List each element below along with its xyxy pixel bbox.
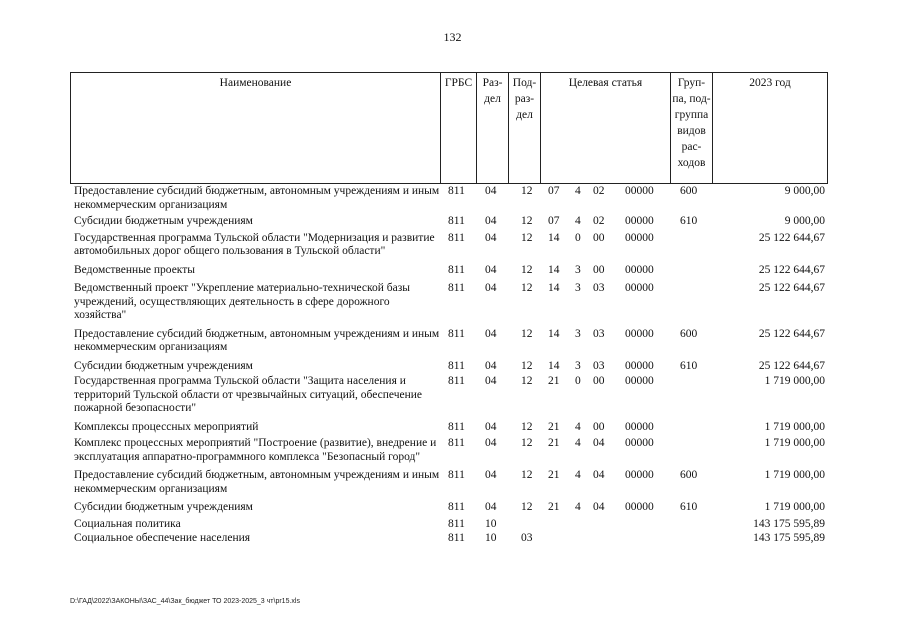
row-grbs: 811 <box>448 185 465 197</box>
header-podrazdel-line: Под- <box>512 77 537 89</box>
row-grbs: 811 <box>448 532 465 544</box>
row-razdel: 04 <box>485 437 497 449</box>
row-amount: 1 719 000,00 <box>764 420 825 433</box>
row-target-event: 03 <box>593 359 605 372</box>
row-podrazdel: 12 <box>521 215 533 227</box>
row-podrazdel: 12 <box>521 185 533 197</box>
row-razdel: 04 <box>485 501 497 513</box>
row-expense-type: 610 <box>680 501 698 513</box>
page-number: 132 <box>443 30 462 44</box>
row-name: Субсидии бюджетным учреждениям <box>74 501 253 513</box>
row-target-program: 07 <box>548 215 560 227</box>
row-target-direction: 00000 <box>625 231 654 244</box>
table-row <box>70 264 830 278</box>
row-razdel: 04 <box>485 469 497 481</box>
row-podrazdel: 12 <box>521 359 533 372</box>
row-target-event: 02 <box>593 185 605 197</box>
row-target-event: 04 <box>593 501 605 513</box>
header-podrazdel <box>509 73 541 183</box>
row-target-subprogram: 4 <box>575 437 581 449</box>
row-name: Государственная программа Тульской области "Модернизация и развитие автомобильных дорог общего пользования в Тульской области" <box>74 231 435 257</box>
row-razdel: 04 <box>485 375 497 387</box>
row-amount: 25 122 644,67 <box>758 231 825 244</box>
header-vid-line: Груп- <box>677 77 706 89</box>
row-target-direction: 00000 <box>625 359 654 372</box>
table-row <box>70 375 830 416</box>
row-target-direction: 00000 <box>625 282 654 294</box>
row-amount: 143 175 595,89 <box>753 517 825 530</box>
row-target-subprogram: 3 <box>575 263 581 276</box>
row-target-event: 03 <box>593 327 605 340</box>
row-target-event: 04 <box>593 469 605 481</box>
row-podrazdel: 12 <box>521 501 533 513</box>
row-target-event: 00 <box>593 420 605 433</box>
row-target-event: 00 <box>593 263 605 276</box>
row-target-program: 21 <box>548 469 560 481</box>
row-podrazdel: 12 <box>521 437 533 449</box>
row-razdel: 04 <box>485 231 497 244</box>
row-podrazdel: 12 <box>521 231 533 244</box>
row-grbs: 811 <box>448 375 465 387</box>
row-name: Предоставление субсидий бюджетным, автономным учреждениям и иным некоммерческим организациям <box>74 327 440 353</box>
file-path-footer: D:\ГАД\2022\ЗАКОНЫ\ЗАС_44\Зак_бюджет ТО 2023-2025_3 чт\pr15.xls <box>70 598 300 605</box>
row-name: Социальная политика <box>74 517 181 530</box>
row-grbs: 811 <box>448 263 465 276</box>
row-grbs: 811 <box>448 359 465 372</box>
row-target-program: 21 <box>548 501 560 513</box>
table-row <box>70 469 830 496</box>
row-target-direction: 00000 <box>625 185 654 197</box>
row-expense-type: 600 <box>680 469 698 481</box>
row-target-direction: 00000 <box>625 420 654 433</box>
row-name: Предоставление субсидий бюджетным, автономным учреждениям и иным некоммерческим организациям <box>74 185 440 211</box>
row-razdel: 04 <box>485 263 497 276</box>
row-target-subprogram: 3 <box>575 327 581 340</box>
header-razdel-line: Раз- <box>482 77 503 89</box>
row-podrazdel: 12 <box>521 420 533 433</box>
table-row <box>70 532 830 546</box>
row-target-event: 02 <box>593 215 605 227</box>
row-amount: 1 719 000,00 <box>764 501 825 513</box>
row-razdel: 04 <box>485 215 497 227</box>
row-podrazdel: 12 <box>521 469 533 481</box>
row-target-subprogram: 4 <box>575 420 581 433</box>
row-target-subprogram: 3 <box>575 282 581 294</box>
row-razdel: 04 <box>485 282 497 294</box>
row-target-direction: 00000 <box>625 263 654 276</box>
header-vid-line: ходов <box>677 157 706 169</box>
row-target-program: 14 <box>548 263 560 276</box>
row-amount: 25 122 644,67 <box>758 359 825 372</box>
row-grbs: 811 <box>448 469 465 481</box>
row-podrazdel: 03 <box>521 532 533 544</box>
row-target-subprogram: 0 <box>575 375 581 387</box>
row-target-subprogram: 4 <box>575 215 581 227</box>
row-amount: 9 000,00 <box>784 185 825 197</box>
row-target-direction: 00000 <box>625 375 654 387</box>
row-target-subprogram: 4 <box>575 185 581 197</box>
row-target-program: 14 <box>548 327 560 340</box>
row-name: Субсидии бюджетным учреждениям <box>74 359 253 372</box>
row-grbs: 811 <box>448 327 465 340</box>
table-row <box>70 360 830 374</box>
row-grbs: 811 <box>448 420 465 433</box>
header-podrazdel-line: раз- <box>514 93 535 105</box>
row-grbs: 811 <box>448 215 465 227</box>
header-name: Наименование <box>71 73 441 183</box>
row-grbs: 811 <box>448 501 465 513</box>
row-grbs: 811 <box>448 517 465 530</box>
row-name: Социальное обеспечение населения <box>74 532 251 544</box>
row-target-program: 07 <box>548 185 560 197</box>
row-amount: 9 000,00 <box>784 215 825 227</box>
row-target-direction: 00000 <box>625 215 654 227</box>
table-row <box>70 328 830 355</box>
header-vid-line: видов <box>677 125 706 137</box>
table-row <box>70 437 830 464</box>
row-expense-type: 610 <box>680 215 698 227</box>
row-name: Субсидии бюджетным учреждениям <box>74 215 253 227</box>
row-target-subprogram: 3 <box>575 359 581 372</box>
header-razdel-line: дел <box>484 93 501 105</box>
table-row <box>70 421 830 435</box>
row-target-direction: 00000 <box>625 327 654 340</box>
row-target-program: 14 <box>548 359 560 372</box>
table-row <box>70 501 830 515</box>
row-grbs: 811 <box>448 282 465 294</box>
row-amount: 1 719 000,00 <box>764 375 825 387</box>
header-target: Целевая статья <box>541 73 671 183</box>
row-podrazdel: 12 <box>521 375 533 387</box>
row-podrazdel: 12 <box>521 282 533 294</box>
row-razdel: 10 <box>485 532 497 544</box>
header-year: 2023 год <box>749 77 791 89</box>
row-target-subprogram: 4 <box>575 469 581 481</box>
row-amount: 25 122 644,67 <box>758 327 825 340</box>
row-name: Предоставление субсидий бюджетным, автономным учреждениям и иным некоммерческим организациям <box>74 469 440 495</box>
table-row <box>70 518 830 532</box>
table-row <box>70 185 830 212</box>
row-razdel: 04 <box>485 359 497 372</box>
row-name: Государственная программа Тульской области "Защита населения и территорий Тульской области от чрезвычайных ситуаций, обеспечение пожарной безопасности" <box>74 375 423 414</box>
row-razdel: 04 <box>485 327 497 340</box>
row-target-direction: 00000 <box>625 501 654 513</box>
header-grbs: ГРБС <box>441 73 477 183</box>
row-name: Ведомственный проект "Укрепление материально-технической базы учреждений, осуществляющих деятельность в сфере дорожного хозяйства" <box>74 282 411 321</box>
table-body <box>70 185 830 546</box>
row-grbs: 811 <box>448 231 465 244</box>
table-row <box>70 215 830 229</box>
row-target-event: 03 <box>593 282 605 294</box>
header-vid <box>671 73 713 183</box>
row-target-event: 00 <box>593 375 605 387</box>
row-name: Комплекс процессных мероприятий "Построение (развитие), внедрение и эксплуатация аппаратно-программного комплекса "Безопасный город" <box>74 437 437 463</box>
row-target-program: 21 <box>548 420 560 433</box>
header-vid-line: рас- <box>681 141 702 153</box>
row-amount: 25 122 644,67 <box>758 282 825 294</box>
row-target-program: 14 <box>548 231 560 244</box>
row-expense-type: 600 <box>680 185 698 197</box>
row-expense-type: 600 <box>680 327 698 340</box>
header-podrazdel-line: дел <box>516 109 533 121</box>
table-row <box>70 232 830 259</box>
row-razdel: 04 <box>485 185 497 197</box>
row-target-program: 21 <box>548 437 560 449</box>
table-row <box>70 282 830 323</box>
row-target-subprogram: 4 <box>575 501 581 513</box>
row-amount: 143 175 595,89 <box>753 532 825 544</box>
row-amount: 25 122 644,67 <box>758 263 825 276</box>
row-amount: 1 719 000,00 <box>764 469 825 481</box>
row-target-event: 00 <box>593 231 605 244</box>
row-target-subprogram: 0 <box>575 231 581 244</box>
row-podrazdel: 12 <box>521 327 533 340</box>
row-target-program: 21 <box>548 375 560 387</box>
table-header <box>70 72 828 184</box>
row-razdel: 04 <box>485 420 497 433</box>
row-target-program: 14 <box>548 282 560 294</box>
header-razdel <box>477 73 509 183</box>
header-vid-line: группа <box>674 109 709 121</box>
row-podrazdel: 12 <box>521 263 533 276</box>
row-target-event: 04 <box>593 437 605 449</box>
row-name: Ведомственные проекты <box>74 263 195 276</box>
row-expense-type: 610 <box>680 359 698 372</box>
row-name: Комплексы процессных мероприятий <box>74 420 259 433</box>
row-grbs: 811 <box>448 437 465 449</box>
row-target-direction: 00000 <box>625 469 654 481</box>
header-vid-line: па, под- <box>672 93 711 105</box>
row-amount: 1 719 000,00 <box>764 437 825 449</box>
row-razdel: 10 <box>485 517 497 530</box>
row-target-direction: 00000 <box>625 437 654 449</box>
